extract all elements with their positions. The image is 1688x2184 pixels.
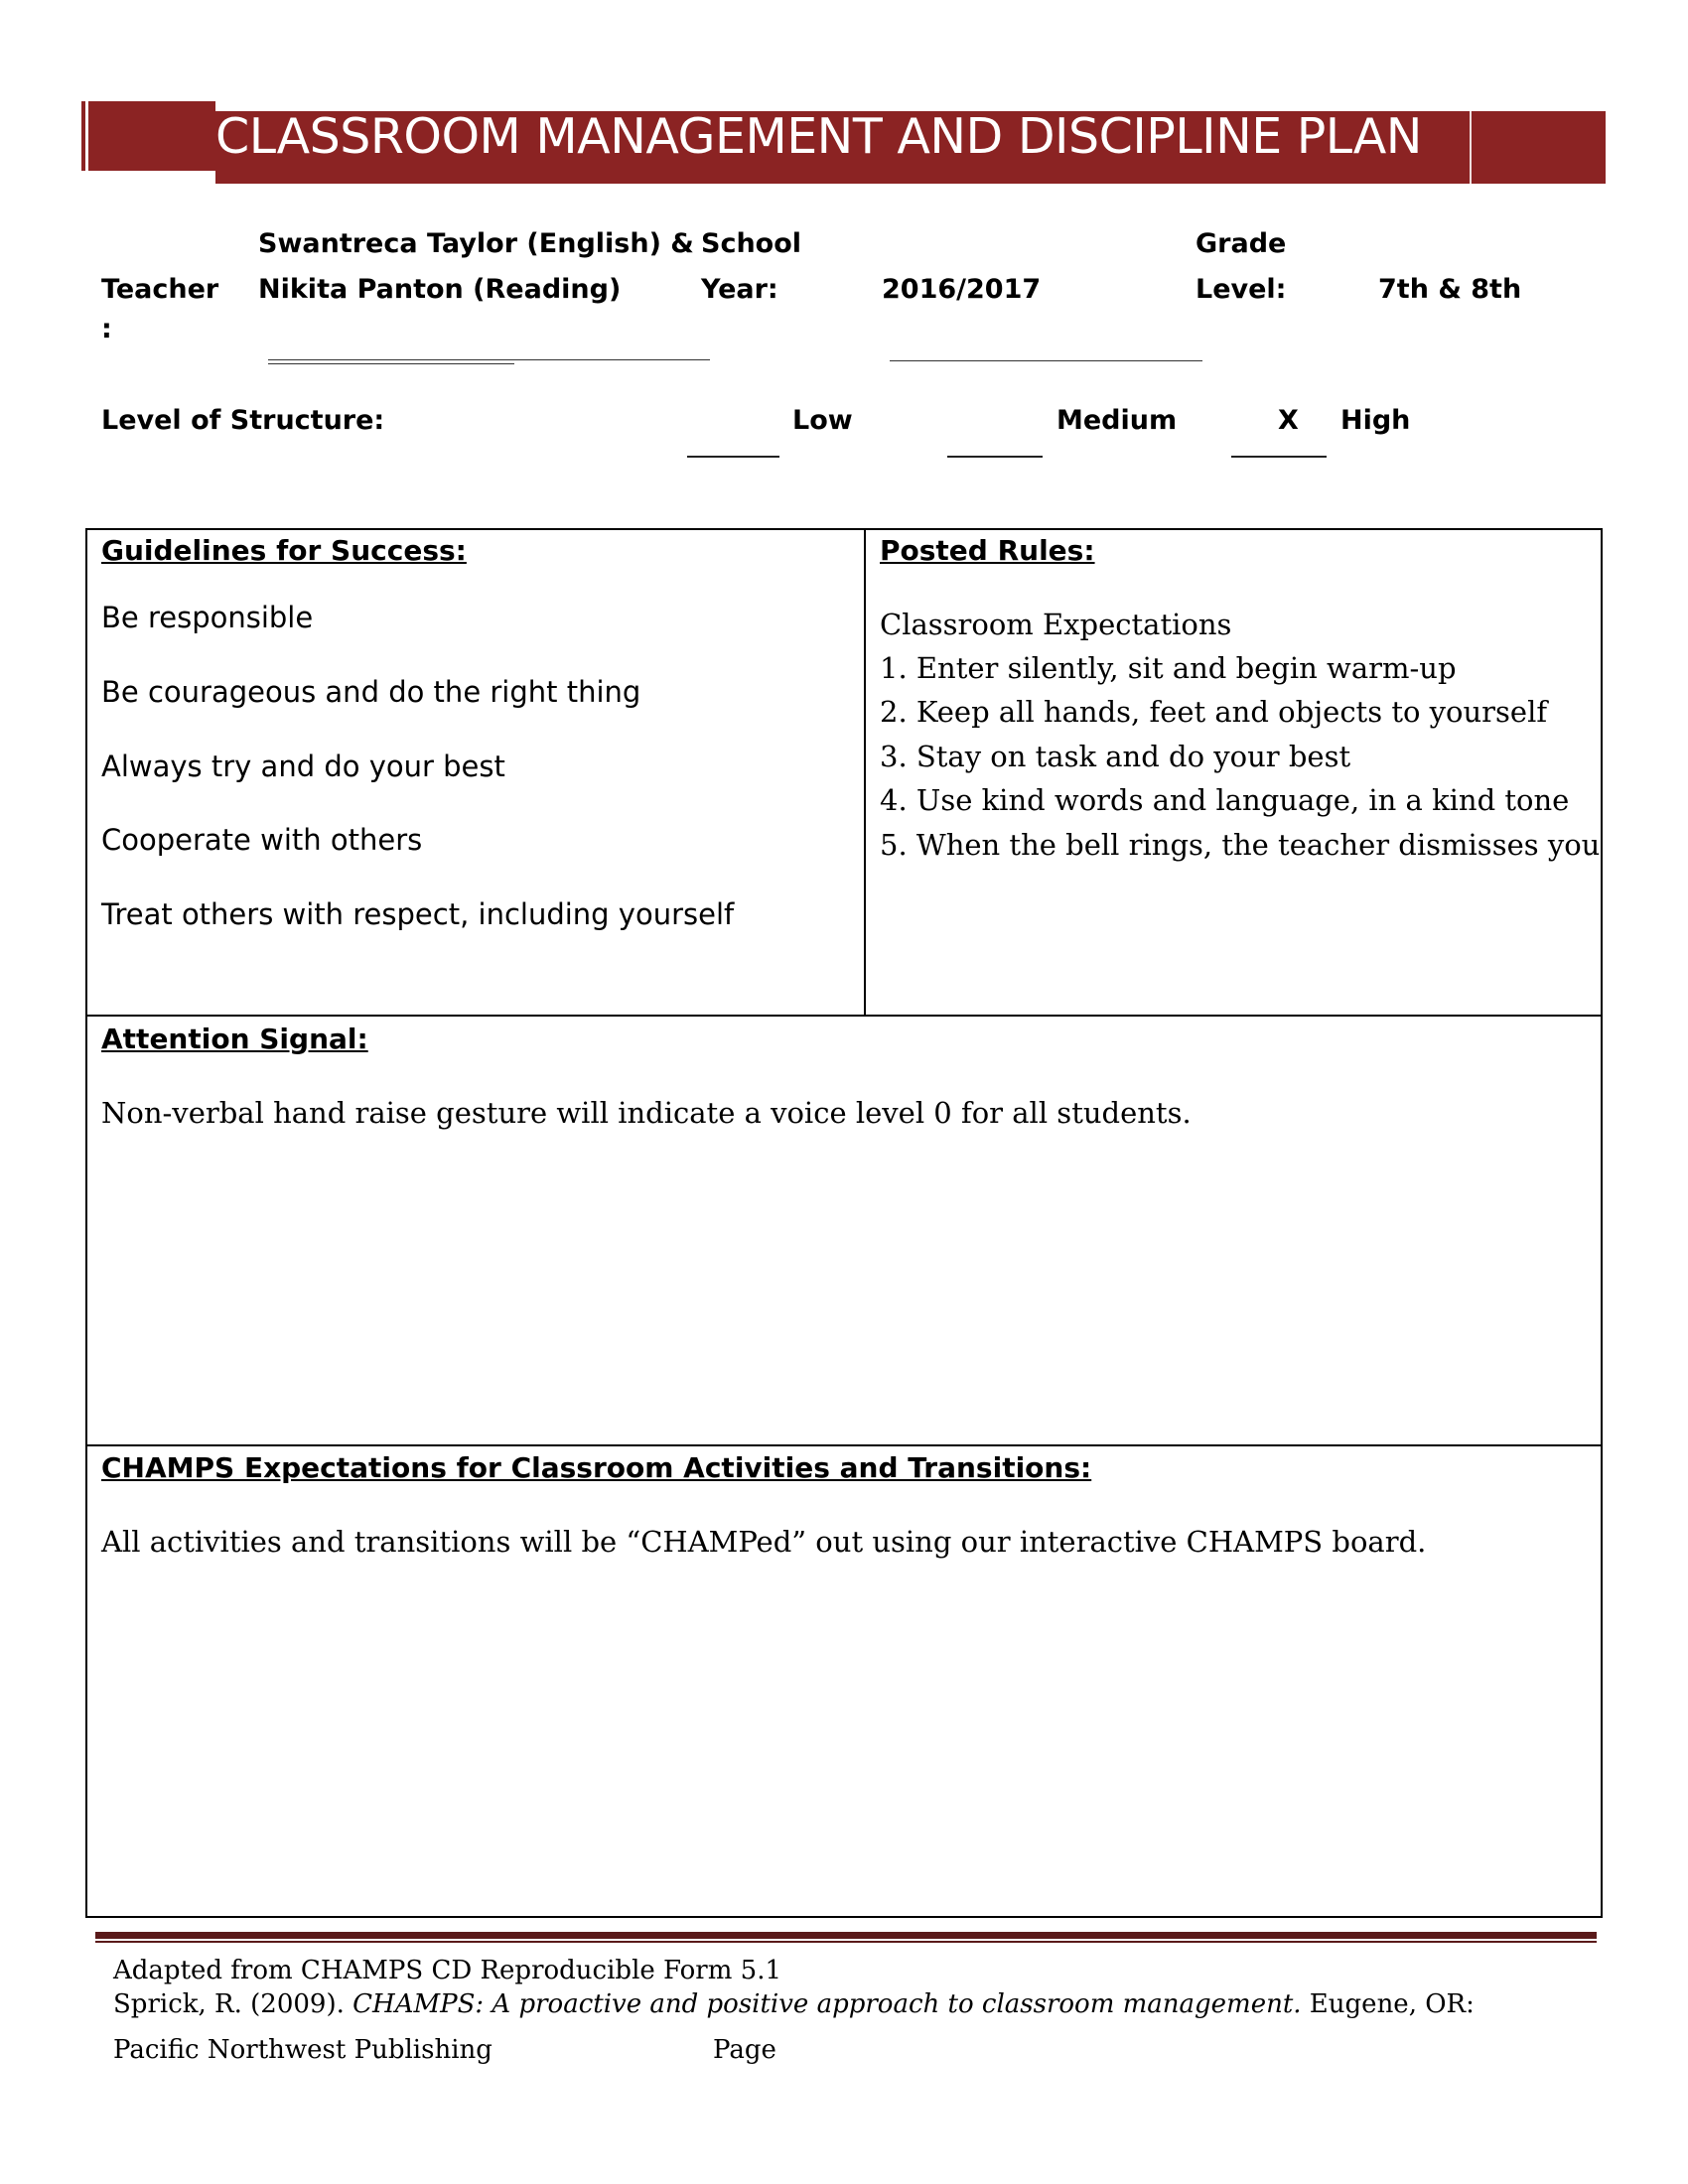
low-blank (687, 456, 779, 458)
structure-label: Level of Structure: (101, 405, 385, 436)
structure-medium: Medium (1056, 405, 1178, 436)
table-row-divider (85, 1444, 1603, 1446)
guideline-item: Be responsible (101, 601, 314, 634)
teacher-underline-short (268, 363, 514, 364)
grade-level-value: 7th & 8th (1378, 274, 1522, 305)
guideline-item: Cooperate with others (101, 823, 423, 857)
grade-level-label: Grade (1196, 228, 1287, 259)
footer-credit-text: Sprick, R. (2009). (113, 1989, 353, 2019)
footer-rule-thin (95, 1941, 1597, 1943)
school-year-underline (890, 360, 1202, 361)
guideline-item: Always try and do your best (101, 750, 505, 783)
table-row-divider (85, 1015, 1603, 1017)
footer-rule (95, 1932, 1597, 1939)
champs-heading: CHAMPS Expectations for Classroom Activities and Transitions: (101, 1451, 1092, 1484)
teacher-underline (268, 359, 710, 360)
teacher-label-colon: : (101, 314, 112, 344)
footer-credit-title: CHAMPS: A proactive and positive approach to classroom management. (352, 1989, 1302, 2019)
table-column-divider (864, 528, 866, 1017)
school-year-value: 2016/2017 (882, 274, 1042, 305)
footer-page-label: Page (713, 2035, 776, 2065)
footer-credit-text: Eugene, OR: (1301, 1989, 1475, 2019)
posted-rules-heading: Posted Rules: (880, 534, 1095, 567)
grade-level-label-2: Level: (1196, 274, 1287, 305)
posted-rule-item: 3. Stay on task and do your best (880, 740, 1351, 773)
structure-low: Low (792, 405, 853, 436)
posted-rules-subtitle: Classroom Expectations (880, 608, 1232, 641)
plan-table (85, 528, 1603, 1918)
school-year-label: School (701, 228, 802, 259)
title-banner-accent (81, 101, 215, 171)
page-title: CLASSROOM MANAGEMENT AND DISCIPLINE PLAN (215, 108, 1422, 165)
footer-credit-line3 (113, 2035, 1404, 2065)
attention-text: Non-verbal hand raise gesture will indicate a voice level 0 for all students. (101, 1096, 1192, 1130)
school-year-label-2: Year: (701, 274, 778, 305)
structure-high: High (1340, 405, 1411, 436)
posted-rule-item: 2. Keep all hands, feet and objects to yourself (880, 695, 1548, 729)
banner-divider (85, 101, 88, 171)
guideline-item: Treat others with respect, including yourself (101, 897, 735, 931)
medium-blank (947, 456, 1043, 458)
high-blank (1231, 456, 1327, 458)
posted-rule-item: 1. Enter silently, sit and begin warm-up (880, 651, 1457, 685)
footer-credit-line2 (113, 1989, 1475, 2019)
title-banner (215, 108, 1606, 184)
posted-rule-item: 4. Use kind words and language, in a kind tone (880, 783, 1570, 817)
teacher-name-line2: Nikita Panton (Reading) (258, 274, 622, 305)
teacher-name-line1: Swantreca Taylor (English) & (258, 228, 694, 259)
guidelines-heading: Guidelines for Success: (101, 534, 467, 567)
footer-publisher: Pacific Northwest Publishing (113, 2035, 492, 2065)
teacher-label: Teacher (101, 274, 219, 305)
posted-rule-item: 5. When the bell rings, the teacher dismisses you (880, 828, 1601, 862)
structure-high-mark: X (1278, 405, 1299, 436)
guideline-item: Be courageous and do the right thing (101, 675, 641, 709)
banner-divider (1470, 111, 1472, 184)
attention-heading: Attention Signal: (101, 1023, 368, 1055)
footer-credit-line1: Adapted from CHAMPS CD Reproducible Form 5.1 (113, 1956, 782, 1985)
champs-text: All activities and transitions will be “CHAMPed” out using our interactive CHAMPS board. (101, 1525, 1427, 1559)
